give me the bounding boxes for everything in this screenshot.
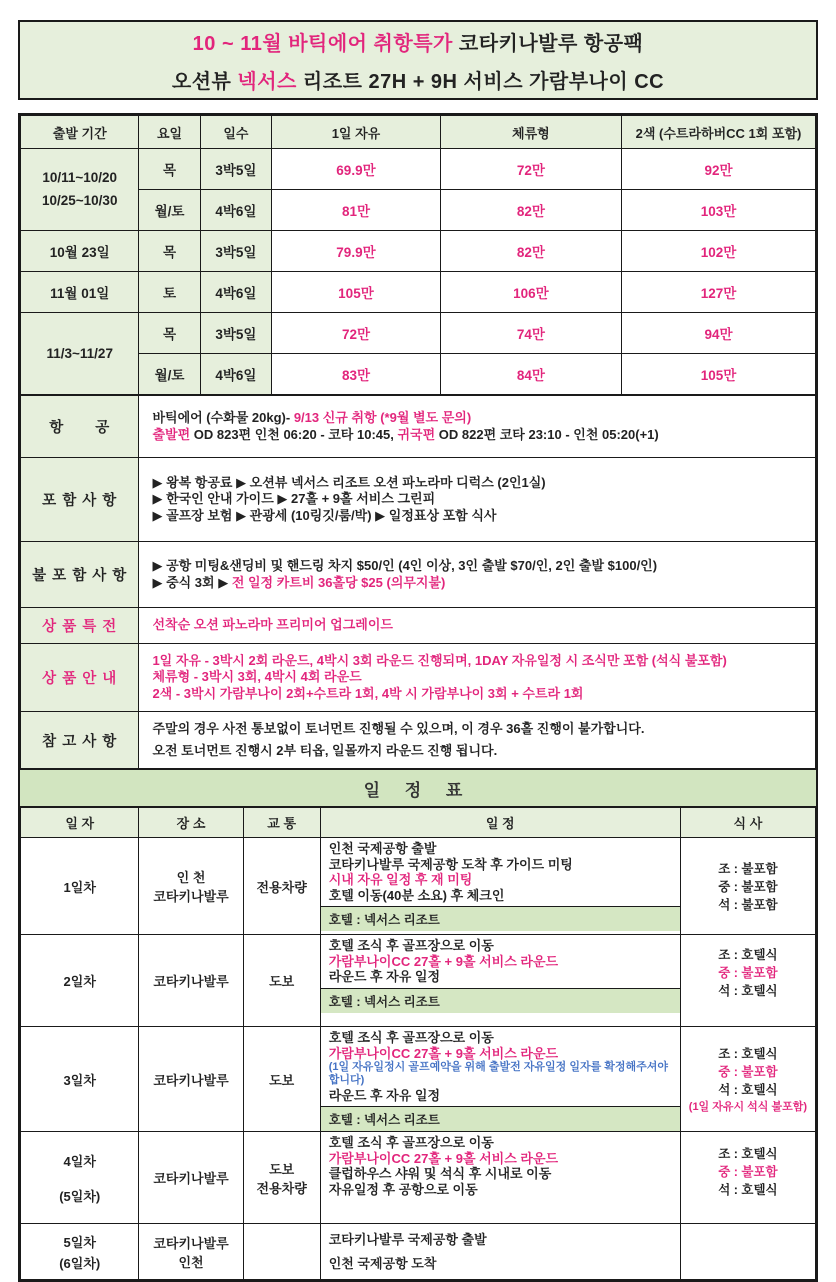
schedule-line-note: (1일 자유일정시 골프예약을 위해 출발전 자유일정 일자를 확정해주셔야 합니다) xyxy=(328,1061,669,1087)
itinerary-day-row xyxy=(21,1027,816,1132)
itinerary-day-row xyxy=(21,1224,816,1280)
price-stay: 72만 xyxy=(440,149,621,190)
price-free: 72만 xyxy=(272,313,441,354)
day-cell xyxy=(21,1224,139,1280)
meal-breakfast: 조 : 불포함 xyxy=(718,862,778,876)
schedule-line: 호텔 조식 후 골프장으로 이동 xyxy=(328,1135,494,1151)
day-cell: 2일차 xyxy=(21,935,139,1027)
itinerary-table xyxy=(20,807,816,1280)
meal-lunch: 중 : 불포함 xyxy=(718,880,778,894)
itinerary-title-band: 일 정 표 xyxy=(20,769,816,807)
col-header-schedule: 일 정 xyxy=(320,808,680,838)
price-stay: 82만 xyxy=(440,231,621,272)
included-line-3: ▶ 골프장 보험 ▶ 관광세 (10링깃/룸/박) ▶ 일정표상 포함 식사 xyxy=(152,507,497,523)
meal-dinner: 석 : 불포함 xyxy=(718,898,778,912)
price-row xyxy=(21,313,816,354)
section-content xyxy=(139,644,816,712)
price-free: 79.9만 xyxy=(272,231,441,272)
price-free: 81만 xyxy=(272,190,441,231)
day-text: 5일차 xyxy=(63,1234,96,1250)
day-text: 4일차 xyxy=(63,1153,96,1169)
period-text: 10/11~10/20 xyxy=(42,170,118,186)
excluded-lunch-text: ▶ 중식 3회 ▶ xyxy=(152,574,232,590)
period-cell: 11월 01일 xyxy=(21,272,139,313)
duration-cell: 4박6일 xyxy=(200,272,272,313)
section-label: 항 공 xyxy=(21,396,139,458)
schedule-cell xyxy=(320,1224,680,1280)
meal-note: (1일 자유시 석식 불포함) xyxy=(688,1101,808,1114)
col-header-free: 1일 자유 xyxy=(272,116,441,149)
hotel-band: 호텔 : 넥서스 리조트 xyxy=(321,988,680,1013)
place-cell: 코타키나발루 xyxy=(139,1132,243,1224)
price-two: 92만 xyxy=(621,149,815,190)
price-two: 103만 xyxy=(621,190,815,231)
price-two: 102만 xyxy=(621,231,815,272)
price-two: 105만 xyxy=(621,354,815,395)
air-return-label: 귀국편 xyxy=(397,426,436,442)
transport-text: 도보 xyxy=(269,1161,295,1177)
price-row xyxy=(21,231,816,272)
price-table xyxy=(20,115,816,395)
price-free: 105만 xyxy=(272,272,441,313)
duration-cell: 3박5일 xyxy=(200,149,272,190)
title-line1-rest: 코타키나발루 항공팩 xyxy=(452,32,644,55)
duration-cell: 4박6일 xyxy=(200,354,272,395)
place-text: 인 천 xyxy=(176,870,206,885)
schedule-line: 클럽하우스 샤워 및 석식 후 시내로 이동 xyxy=(328,1166,552,1182)
place-cell xyxy=(139,1224,243,1280)
air-carrier-text: 바틱에어 (수화물 20kg)- xyxy=(152,410,294,426)
schedule-line: 인천 국제공항 출발 xyxy=(328,841,437,856)
price-stay: 74만 xyxy=(440,313,621,354)
period-cell: 11/3~11/27 xyxy=(21,313,139,395)
schedule-cell xyxy=(320,1132,680,1224)
period-cell: 10월 23일 xyxy=(21,231,139,272)
col-header-stay: 체류형 xyxy=(440,116,621,149)
title-line1-highlight: 10 ~ 11월 바틱에어 취항특가 xyxy=(192,32,453,55)
col-header-place: 장 소 xyxy=(139,808,243,838)
excluded-cart-fee-text: 전 일정 카트비 36홀당 $25 (의무지불) xyxy=(231,574,446,590)
schedule-cell xyxy=(320,838,680,935)
meal-breakfast: 조 : 호텔식 xyxy=(718,947,778,962)
itinerary-header-row xyxy=(21,808,816,838)
notes-line-2: 오전 토너먼트 진행시 2부 티옵, 일몰까지 라운드 진행 됩니다. xyxy=(152,742,498,758)
title-line2-rest: 리조트 27H + 9H 서비스 가람부나이 CC xyxy=(296,70,665,93)
title-box xyxy=(18,20,818,100)
meals-cell xyxy=(680,838,815,935)
weekday-cell: 목 xyxy=(139,149,200,190)
air-depart-text: OD 823편 인천 06:20 - 코타 10:45, xyxy=(190,426,398,442)
section-notes xyxy=(21,712,816,769)
schedule-cell xyxy=(320,935,680,1027)
place-cell xyxy=(139,838,243,935)
weekday-cell: 목 xyxy=(139,231,200,272)
hotel-band: 호텔 : 넥서스 리조트 xyxy=(321,906,680,931)
schedule-cell xyxy=(320,1027,680,1132)
section-included xyxy=(21,458,816,542)
col-header-weekday: 요일 xyxy=(139,116,200,149)
meals-cell xyxy=(680,1027,815,1132)
col-header-duration: 일수 xyxy=(200,116,272,149)
guide-line-1: 1일 자유 - 3박시 2회 라운드, 4박시 3회 라운드 진행되며, 1DAY 자유일정 시 조식만 포함 (석식 불포함) xyxy=(152,653,727,669)
place-cell: 코타키나발루 xyxy=(139,935,243,1027)
col-header-period: 출발 기간 xyxy=(21,116,139,149)
weekday-cell: 토 xyxy=(139,272,200,313)
schedule-line-highlight: 가람부나이CC 27홀 + 9홀 서비스 라운드 xyxy=(328,953,559,969)
air-depart-label: 출발편 xyxy=(152,426,191,442)
meals-cell xyxy=(680,1132,815,1224)
title-line2-highlight: 넥서스 xyxy=(237,70,297,93)
air-line-1 xyxy=(152,410,471,426)
price-row xyxy=(21,272,816,313)
section-content xyxy=(139,712,816,769)
itinerary-day-row xyxy=(21,935,816,1027)
section-label: 상 품 안 내 xyxy=(21,644,139,712)
price-row xyxy=(21,354,816,395)
meal-breakfast: 조 : 호텔식 xyxy=(718,1146,778,1161)
meal-lunch: 중 : 불포함 xyxy=(718,965,778,980)
section-label: 상 품 특 전 xyxy=(21,608,139,644)
price-free: 83만 xyxy=(272,354,441,395)
title-line-1 xyxy=(193,27,644,56)
section-excluded xyxy=(21,542,816,608)
duration-cell: 4박6일 xyxy=(200,190,272,231)
period-text: 10/25~10/30 xyxy=(42,192,118,208)
info-table xyxy=(20,395,816,769)
meal-lunch: 중 : 불포함 xyxy=(718,1164,778,1179)
price-two: 127만 xyxy=(621,272,815,313)
place-text: 인천 xyxy=(178,1254,204,1270)
meal-breakfast: 조 : 호텔식 xyxy=(718,1047,778,1062)
section-content xyxy=(139,458,816,542)
main-table xyxy=(18,113,818,1282)
transport-cell xyxy=(243,1224,320,1280)
transport-cell xyxy=(243,1132,320,1224)
excluded-line-1: ▶ 공항 미팅&샌딩비 및 핸드링 차지 $50/인 (4인 이상, 3인 출발 $70/인, 2인 출발 $100/인) xyxy=(152,558,658,574)
schedule-line-highlight: 가람부나이CC 27홀 + 9홀 서비스 라운드 xyxy=(328,1045,559,1061)
price-stay: 82만 xyxy=(440,190,621,231)
schedule-line: 호텔 조식 후 골프장으로 이동 xyxy=(328,938,494,953)
price-free: 69.9만 xyxy=(272,149,441,190)
title-line-2 xyxy=(172,65,664,94)
itinerary-day-row xyxy=(21,1132,816,1224)
air-new-route-text: 9/13 신규 취항 (*9월 별도 문의) xyxy=(293,410,472,426)
schedule-line: 호텔 이동(40분 소요) 후 체크인 xyxy=(328,887,505,903)
section-benefit xyxy=(21,608,816,644)
section-content xyxy=(139,542,816,608)
schedule-line: 인천 국제공항 도착 xyxy=(328,1255,437,1271)
day-text: (6일차) xyxy=(59,1255,101,1271)
included-line-1: ▶ 왕복 항공료 ▶ 오션뷰 넥서스 리조트 오션 파노라마 디럭스 (2인1실) xyxy=(152,475,546,491)
meal-lunch: 중 : 불포함 xyxy=(718,1065,778,1080)
schedule-line-highlight: 가람부나이CC 27홀 + 9홀 서비스 라운드 xyxy=(328,1150,559,1166)
notes-line-1: 주말의 경우 사전 통보없이 토너먼트 진행될 수 있으며, 이 경우 36홀 진행이 불가합니다. xyxy=(152,721,645,737)
meals-cell xyxy=(680,1224,815,1280)
col-header-transport: 교 통 xyxy=(243,808,320,838)
duration-cell: 3박5일 xyxy=(200,313,272,354)
place-text: 코타키나발루 xyxy=(153,1235,229,1251)
air-return-text: OD 822편 코타 23:10 - 인천 05:20(+1) xyxy=(435,426,659,442)
price-two: 94만 xyxy=(621,313,815,354)
transport-cell: 전용차량 xyxy=(243,838,320,935)
schedule-line: 코타키나발루 국제공항 도착 후 가이드 미팅 xyxy=(328,856,573,872)
schedule-line: 라운드 후 자유 일정 xyxy=(328,969,441,985)
price-stay: 106만 xyxy=(440,272,621,313)
weekday-cell: 월/토 xyxy=(139,190,200,231)
meal-dinner: 석 : 호텔식 xyxy=(718,1182,778,1197)
section-label: 불 포 함 사 항 xyxy=(21,542,139,608)
schedule-line: 라운드 후 자유 일정 xyxy=(328,1087,441,1103)
excluded-line-2 xyxy=(152,575,445,591)
col-header-meals: 식 사 xyxy=(680,808,815,838)
section-guide xyxy=(21,644,816,712)
schedule-line-highlight: 시내 자유 일정 후 재 미팅 xyxy=(328,872,473,888)
transport-text: 전용차량 xyxy=(256,1180,307,1196)
section-content xyxy=(139,608,816,644)
itinerary-day-row xyxy=(21,838,816,935)
duration-cell: 3박5일 xyxy=(200,231,272,272)
place-text: 코타키나발루 xyxy=(153,889,229,904)
weekday-cell: 목 xyxy=(139,313,200,354)
benefit-line-1: 선착순 오션 파노라마 프리미어 업그레이드 xyxy=(152,617,393,633)
price-row xyxy=(21,190,816,231)
hotel-band: 호텔 : 넥서스 리조트 xyxy=(321,1106,680,1131)
section-content xyxy=(139,396,816,458)
section-label: 포 함 사 항 xyxy=(21,458,139,542)
guide-line-2: 체류형 - 3박시 3회, 4박시 4회 라운드 xyxy=(152,669,362,685)
day-cell: 1일차 xyxy=(21,838,139,935)
price-stay: 84만 xyxy=(440,354,621,395)
weekday-cell: 월/토 xyxy=(139,354,200,395)
meals-cell xyxy=(680,935,815,1027)
meal-dinner: 석 : 호텔식 xyxy=(718,983,778,998)
transport-cell: 도보 xyxy=(243,1027,320,1132)
transport-cell: 도보 xyxy=(243,935,320,1027)
schedule-line: 호텔 조식 후 골프장으로 이동 xyxy=(328,1030,494,1045)
included-line-2: ▶ 한국인 안내 가이드 ▶ 27홀 + 9홀 서비스 그린피 xyxy=(152,491,436,507)
title-line2-pre: 오션뷰 xyxy=(171,70,238,93)
section-label: 참 고 사 항 xyxy=(21,712,139,769)
meal-dinner: 석 : 호텔식 xyxy=(718,1083,778,1098)
col-header-day: 일 자 xyxy=(21,808,139,838)
price-row xyxy=(21,149,816,190)
period-cell xyxy=(21,149,139,231)
guide-line-3: 2색 - 3박시 가람부나이 2회+수트라 1회, 4박 시 가람부나이 3회 + 수트라 1회 xyxy=(152,685,584,701)
air-line-2 xyxy=(152,427,658,443)
day-cell xyxy=(21,1132,139,1224)
place-cell: 코타키나발루 xyxy=(139,1027,243,1132)
price-header-row xyxy=(21,116,816,149)
day-text: (5일차) xyxy=(59,1188,101,1204)
day-cell: 3일차 xyxy=(21,1027,139,1132)
section-air xyxy=(21,396,816,458)
schedule-line: 코타키나발루 국제공항 출발 xyxy=(328,1232,487,1248)
col-header-two-courses: 2색 (수트라하버CC 1회 포함) xyxy=(621,116,815,149)
schedule-line: 자유일정 후 공항으로 이동 xyxy=(328,1181,478,1197)
